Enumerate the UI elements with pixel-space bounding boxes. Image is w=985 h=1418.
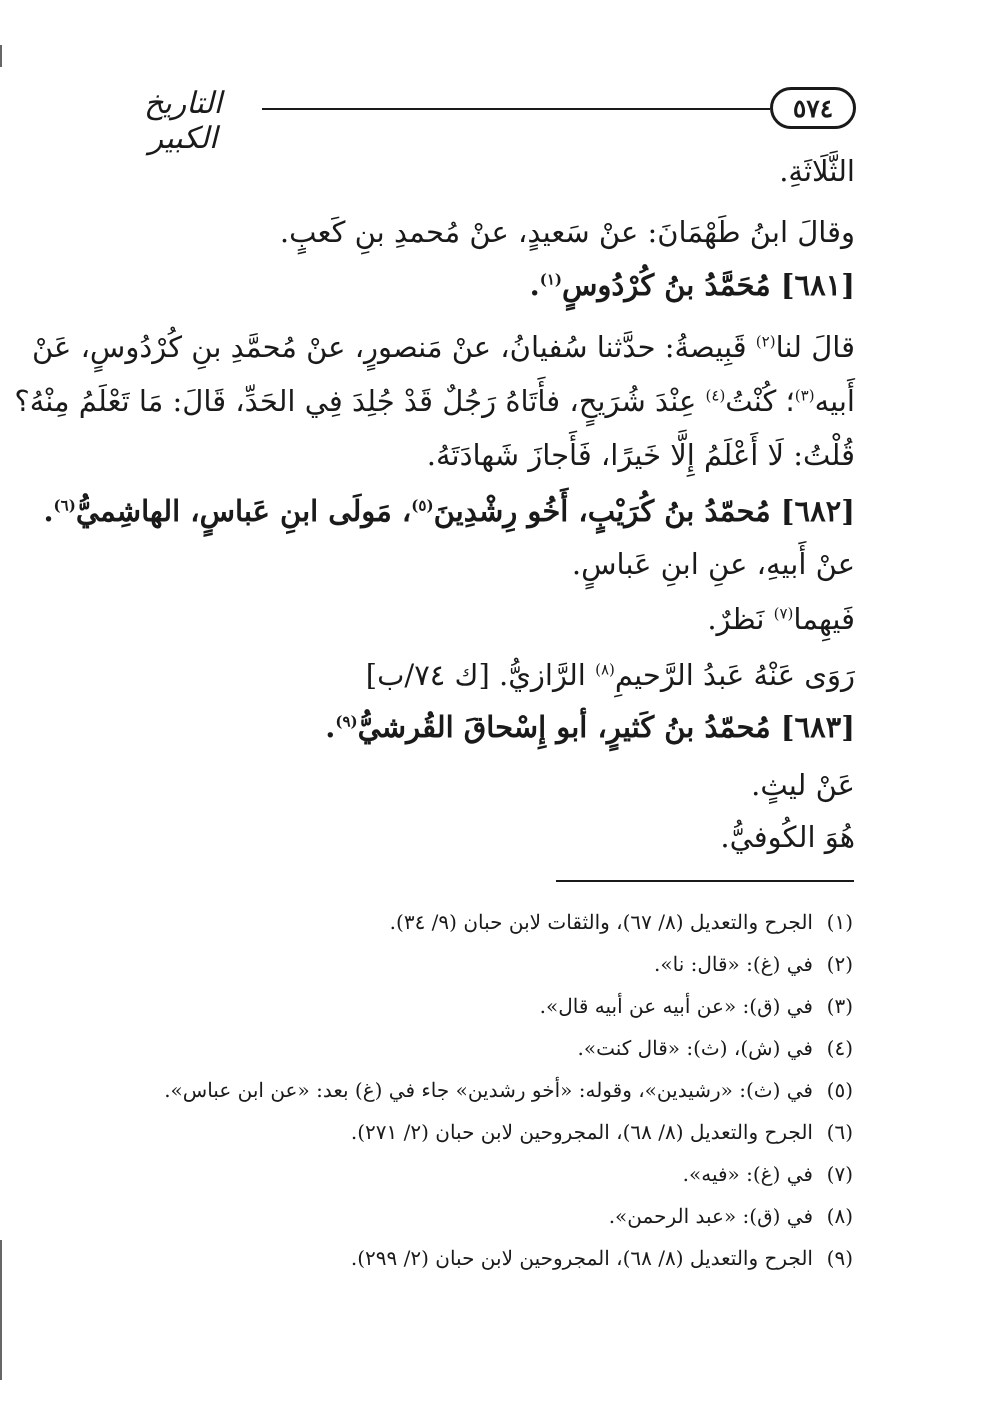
footnote-text: الجرح والتعديل (٨/ ٦٧)، والثقات لابن حبان (٩/ ٣٤). [389, 910, 813, 934]
text-segment: نَظرٌ. [707, 602, 774, 636]
text-segment: رَوَى عَنْهُ عَبدُ الرَّحيمِ [614, 658, 855, 692]
footnote-text: في (ش)، (ث): «قال كنت». [577, 1036, 813, 1060]
footnote-ref-2: (٢) [755, 332, 776, 351]
footnote-6 [351, 1120, 853, 1144]
footnote-separator [556, 880, 854, 882]
text-line-5 [14, 384, 855, 419]
footnote-number: (٩) [826, 1246, 853, 1270]
footnote-number: (١) [826, 910, 853, 934]
footnote-number: (٢) [826, 952, 853, 976]
text-segment: ؛ كُنْتُ [725, 384, 795, 418]
footnote-text: في (غ): «فيه». [682, 1162, 813, 1186]
footnote-number: (٣) [826, 994, 853, 1018]
footnote-text: في (ث): «رشيدين»، وقوله: «أخو رشدين» جاء في (غ) بعد: «عن ابن عباس». [164, 1078, 813, 1102]
text-line-2: وقالَ ابنُ طَهْمَانَ: عنْ سَعيدٍ، عنْ مُحمدِ بنِ كَعبٍ. [279, 215, 855, 249]
text-line-4 [31, 330, 855, 365]
entry-681-heading [530, 268, 855, 303]
text-line-9 [707, 602, 855, 637]
footnote-ref-8: (٨) [595, 660, 615, 679]
text-segment: عِنْدَ شُرَيحٍ، فأَتَاهُ رَجُلٌ قَدْ جُلِدَ فِي الحَدِّ، قَالَ: مَا تَعْلَمُ مِنْهُ؟ [14, 384, 706, 418]
footnote-number: (٧) [826, 1162, 853, 1186]
footnote-4 [577, 1036, 853, 1060]
footnote-3 [540, 994, 853, 1018]
entry-683-name: [٦٨٣] مُحمّدُ بنُ كَثيرٍ، أبو إِسْحاقَ القُرشيُّ [357, 710, 855, 744]
page-number: ٥٧٤ [770, 87, 856, 129]
punctuation: . [43, 494, 54, 528]
text-segment: فَيهِما [793, 602, 855, 636]
footnote-8 [609, 1204, 853, 1228]
footnote-number: (٥) [826, 1078, 853, 1102]
footnote-9 [351, 1246, 853, 1270]
text-line-10 [366, 658, 855, 693]
footnote-ref-6: (٦) [53, 496, 76, 515]
footnote-2 [654, 952, 853, 976]
footnote-ref-5: (٥) [411, 496, 434, 515]
text-segment: أَبيه [814, 384, 855, 418]
footnote-number: (٦) [826, 1120, 853, 1144]
footnote-text: في (ق): «عن أبيه عن أبيه قال». [539, 994, 813, 1018]
text-line-1: الثَّلَاثَةِ. [779, 154, 855, 188]
footnote-text: الجرح والتعديل (٨/ ٦٨)، المجروحين لابن حبان (٢/ ٢٩٩). [350, 1246, 813, 1270]
text-segment: الرَّازيُّ. [ك ٧٤/ب] [365, 658, 596, 692]
text-line-13: هُوَ الكُوفيُّ. [720, 820, 855, 854]
footnote-ref-4: (٤) [705, 386, 726, 405]
scan-mark [0, 45, 2, 67]
footnote-ref-3: (٣) [794, 386, 815, 405]
footnote-1 [390, 910, 853, 934]
footnote-7 [683, 1162, 853, 1186]
punctuation: . [325, 710, 336, 744]
text-line-6: قُلْتُ: لَا أَعْلَمُ إِلَّا خَيرًا، فَأَجازَ شَهادَتَهُ. [426, 438, 855, 472]
footnote-ref-7: (٧) [773, 604, 794, 623]
text-segment: [٦٨٢] مُحمّدُ بنُ كُرَيْبٍ، أَخُو رِشْدِينَ [433, 494, 855, 528]
punctuation: . [529, 268, 540, 302]
footnote-ref-9: (٩) [335, 712, 358, 731]
header-rule [262, 108, 770, 110]
footnote-ref-1: (١) [539, 270, 562, 289]
entry-681-name: [٦٨١] مُحَمَّدُ بنُ كُرْدُوسٍ [562, 268, 855, 302]
scan-mark [0, 1240, 2, 1380]
entry-683-heading [325, 710, 855, 745]
text-segment: ، مَولَى ابنِ عَباسٍ، الهاشِميُّ [75, 494, 412, 528]
text-segment: قَبِيصةُ: حدَّثنا سُفيانُ، عنْ مَنصورٍ، عنْ مُحمَّدِ بنِ كُرْدُوسٍ، عَنْ [31, 330, 756, 364]
footnote-text: الجرح والتعديل (٨/ ٦٨)، المجروحين لابن حبان (٢/ ٢٧١). [350, 1120, 813, 1144]
text-line-12: عَنْ ليثٍ. [751, 768, 855, 802]
footnote-5 [164, 1078, 853, 1102]
text-line-8: عنْ أَبيهِ، عنِ ابنِ عَباسٍ. [571, 547, 855, 581]
text-segment: قالَ لنا [775, 330, 855, 364]
entry-682-heading [43, 494, 855, 529]
footnote-text: في (غ): «قال: نا». [654, 952, 813, 976]
footnote-text: في (ق): «عبد الرحمن». [608, 1204, 813, 1228]
running-title: التاريخ الكبير [144, 86, 222, 156]
footnote-number: (٤) [826, 1036, 853, 1060]
footnote-number: (٨) [826, 1204, 853, 1228]
